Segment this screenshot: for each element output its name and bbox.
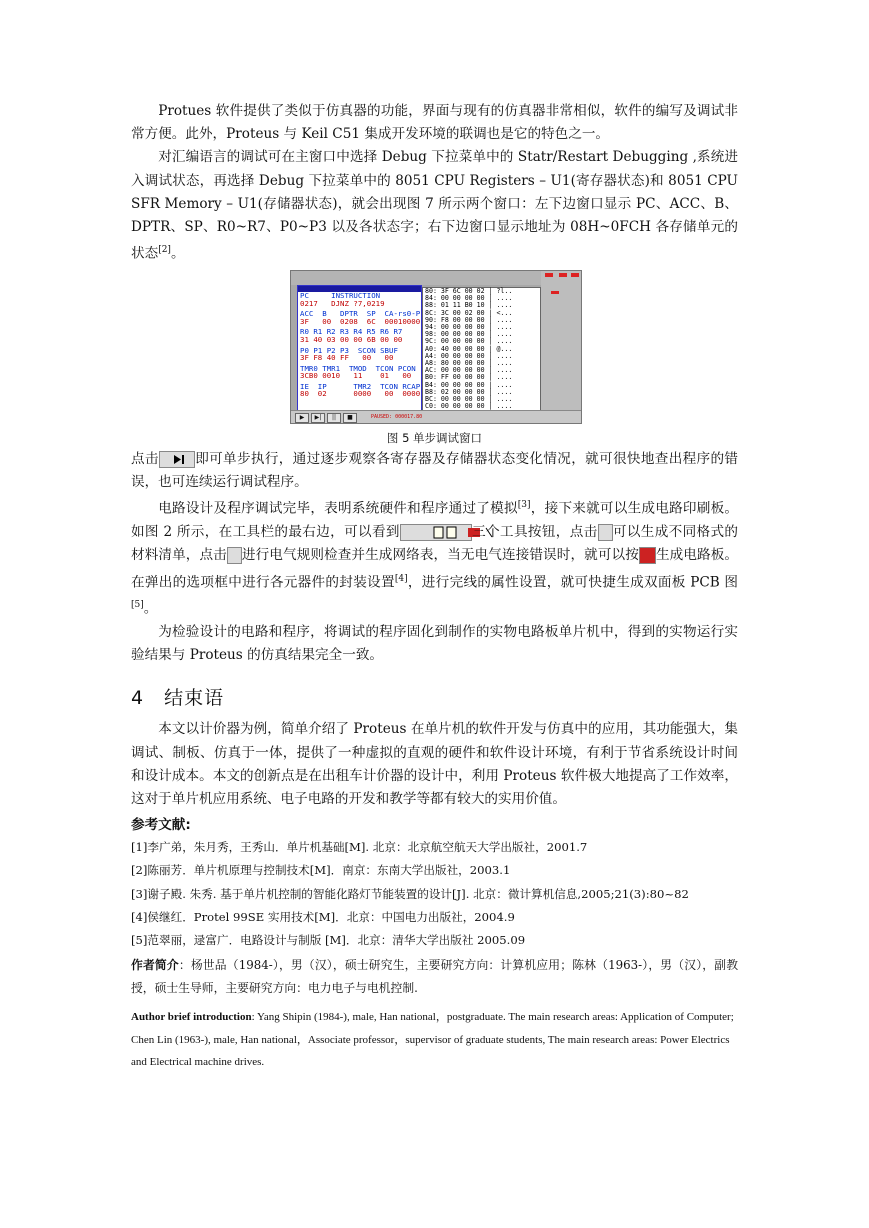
simulation-controls <box>291 410 581 423</box>
figure-caption: 图 5 单步调试窗口 <box>386 430 483 445</box>
register-value: 3F F8 40 FF 00 00 <box>300 353 394 363</box>
paragraph-3-start: 点击 <box>131 450 159 467</box>
registers-list <box>298 292 421 398</box>
ares-pcb-icon <box>639 547 656 564</box>
register-label: TMR0 TMR1 TMOD TCON PCON <box>300 363 416 373</box>
paragraph-4 <box>131 494 738 621</box>
reference-item: [5]范翠丽，逯富广．电路设计与制版 [M]．北京：清华大学出版社 2005.09 <box>131 933 526 947</box>
schematic-area <box>541 271 581 410</box>
paragraph-1: Protues 软件提供了类似于仿真器的功能，界面与现有的仿真器非常相似，软件的编写及调试非常方便。此外，Proteus 与 Keil C51 集成开发环境的联调也是它的特色之一。 <box>131 103 738 143</box>
paragraph-4-g: ，进行完线的属性设置，就可快捷生成双面板 PCB 图 <box>407 574 738 591</box>
register-value: 31 40 03 00 00 6B 00 00 <box>300 334 403 344</box>
paragraph-2 <box>131 146 738 266</box>
author-bio-english <box>131 1006 738 1074</box>
sfr-memory-window <box>422 287 541 411</box>
references-heading: 参考文献: <box>131 817 191 834</box>
register-label: ACC B DPTR SP CA-rs0-P <box>300 309 421 319</box>
memory-row: 94: 00 00 00 00 | .... <box>425 322 513 331</box>
citation-2: [2] <box>158 245 171 256</box>
paragraph-2-end: 。 <box>170 245 185 262</box>
citation-3: [3] <box>517 500 531 511</box>
step-run-icon <box>159 451 195 468</box>
author-bio-english-label: Author brief introduction <box>131 1011 252 1024</box>
memory-row: B8: 02 00 00 00 | .... <box>425 387 513 396</box>
paragraph-4-c: 三个工具按钮，点击 <box>471 524 598 541</box>
paragraph-5: 为检验设计的电路和程序，将调试的程序固化到制作的实物电路板单片机中，得到的实物运行实验结果与 Proteus 的仿真结果完全一致。 <box>131 623 738 664</box>
memory-row: A8: 80 00 00 00 | .... <box>425 358 513 367</box>
section-title: 结束语 <box>164 687 225 710</box>
bill-of-materials-icon <box>598 524 613 541</box>
reference-item: [4]侯继红．Protel 99SE 实用技术[M]．北京：中国电力出版社，2004.9 <box>131 909 515 924</box>
author-bio <box>131 954 738 1000</box>
citation-4: [4] <box>394 573 408 584</box>
reference-item: [3]谢子殿. 朱秀. 基于单片机控制的智能化路灯节能装置的设计[J]. 北京：微计算机信息,2005;21(3):80~82 <box>131 886 689 901</box>
section-number: 4 <box>131 687 145 710</box>
memory-row: 80: 3F 6C 00 02 | ?l.. <box>425 286 513 295</box>
memory-row: A0: 40 00 00 00 | @... <box>425 344 513 353</box>
figure-top-toolbar <box>291 271 541 285</box>
paragraph-4-d: 可以生成不同格式的材料清单，点击 <box>131 524 738 564</box>
cpu-registers-window <box>297 285 422 411</box>
paragraph-4-h: 。 <box>143 600 158 617</box>
play-button[interactable]: ▶ <box>295 413 309 423</box>
register-value: 3CB0 0010 11 01 00 <box>300 371 412 381</box>
author-bio-english-text: : Yang Shipin (1984-), male, Han national，postgraduate. The main research areas: Application of Computer; Chen Lin (1963-), male, Han national，Associate professor，supervisor of graduate students, The main research areas: Power Electrics and Electrical machine drives. <box>131 1011 734 1069</box>
paragraph-6: 本文以计价器为例，简单介绍了 Proteus 在单片机的软件开发与仿真中的应用，其功能强大，集调试、制板、仿真于一体，提供了一种虚拟的直观的硬件和软件设计环境，有利于节省系统设计时间和设计成本。本文的创新点是在出租车计价器的设计中，利用 Proteus 软件极大地提高了工作效率，这对于单片机应用系统、电子电路的开发和教学等都有较大的实用价值。 <box>131 721 738 807</box>
author-bio-text: ：杨世品（1984-），男（汉），硕士研究生，主要研究方向：计算机应用；陈林（1963-），男（汉），副教授，硕士生导师，主要研究方向：电力电子与电机控制. <box>131 958 738 996</box>
memory-row: B0: FF 00 00 00 | .... <box>425 373 513 382</box>
memory-row: 84: 00 00 00 00 | .... <box>425 294 513 303</box>
memory-row: B4: 00 00 00 00 | .... <box>425 380 513 389</box>
memory-dump <box>423 288 540 410</box>
paragraph-4-e: 进行电气规则检查并生成网络表，当无电气连接错误时，就可以按 <box>241 547 639 564</box>
memory-row: 90: F8 00 00 00 | .... <box>425 315 513 324</box>
paragraph-4-f: 生成电路板。在弹出的选项框中进行各元器件的封装设置 <box>131 547 739 591</box>
memory-row: 8C: 3C 00 02 00 | <... <box>425 308 513 317</box>
register-label: P0 P1 P2 P3 SCON SBUF <box>300 345 398 355</box>
memory-row: C0: 00 00 00 00 | .... <box>425 402 513 411</box>
stop-button[interactable]: ■ <box>343 413 357 423</box>
paragraph-2-text: 对汇编语言的调试可在主窗口中选择 Debug 下拉菜单中的 Statr/Restart Debugging ,系统进入调试状态，再选择 Debug 下拉菜单中的 8051 CPU Registers – U1(寄存器状态)和 8051 CPU SFR Memory – U1(存储器状态)，就会出现图 7 所示两个窗口：左下边窗口显示 PC、ACC、B、DPTR、SP、R0~R7、P0~P3 以及各状态字；右下边窗口显示地址为 08H~0FCH 各存储单元的状态 <box>131 149 738 262</box>
memory-row: BC: 00 00 00 00 | .... <box>425 395 513 403</box>
register-value: 80 02 0000 00 0000 <box>300 389 421 399</box>
memory-row: AC: 00 00 00 00 | .... <box>425 366 513 375</box>
memory-row: 98: 00 00 00 00 | .... <box>425 330 513 339</box>
citation-5: [5] <box>131 600 144 611</box>
references-list <box>131 836 738 952</box>
paper-page <box>131 100 738 1074</box>
memory-row: A4: 00 00 00 00 | .... <box>425 351 513 360</box>
author-bio-label: 作者简介 <box>131 958 179 973</box>
simulation-status: PAUSED: 000017.80 <box>371 413 423 420</box>
electrical-rule-check-icon <box>227 547 242 564</box>
memory-row: 88: 01 11 B0 10 | .... <box>425 301 513 310</box>
reference-item: [2]陈丽芳．单片机原理与控制技术[M]．南京：东南大学出版社，2003.1 <box>131 863 511 878</box>
paragraph-4-b: ，接下来就可以生成电路印刷板。如图 2 所示，在工具栏的最右边，可以看到 <box>131 500 739 541</box>
pause-button[interactable]: || <box>327 413 341 423</box>
step-button[interactable]: ▶| <box>311 413 325 423</box>
reference-item: [1]李广弟，朱月秀，王秀山．单片机基础[M]. 北京：北京航空航天大学出版社，2001.7 <box>131 840 588 855</box>
figure-debug-window <box>290 270 582 424</box>
register-value: 3F 00 0208 6C 00010000 <box>300 316 421 326</box>
pcb-toolbar-icons <box>400 524 472 541</box>
paragraph-3-rest: 即可单步执行，通过逐步观察各寄存器及存储器状态变化情况，就可很快地查出程序的错误，也可连续运行调试程序。 <box>131 450 739 491</box>
register-label: IE IP TMR2 TCON RCAP <box>300 381 421 391</box>
register-value: 0217 DJNZ ?7,0219 <box>300 298 385 308</box>
memory-row: 9C: 00 00 00 00 | .... <box>425 337 513 346</box>
register-label: PC INSTRUCTION <box>300 290 381 300</box>
paragraph-4-a: 电路设计及程序调试完毕，表明系统硬件和程序通过了模拟 <box>158 500 518 517</box>
section-heading <box>131 683 738 710</box>
register-label: R0 R1 R2 R3 R4 R5 R6 R7 <box>300 327 403 337</box>
paragraph-3 <box>131 448 738 494</box>
